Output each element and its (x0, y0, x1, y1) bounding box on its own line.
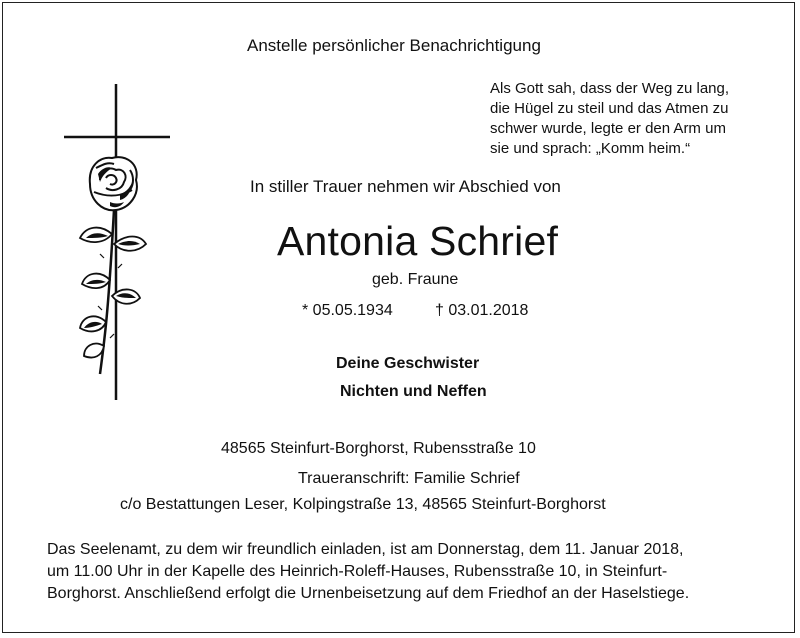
birth-name: geb. Fraune (372, 271, 459, 288)
home-address: 48565 Steinfurt-Borghorst, Rubensstraße 10 (221, 440, 536, 457)
death-date: † 03.01.2018 (435, 302, 529, 319)
funeral-info-line: um 11.00 Uhr in der Kapelle des Heinrich-Roleff-Hauses, Rubensstraße 10, in Steinfurt- (47, 563, 668, 580)
funeral-info-line: Borghorst. Anschließend erfolgt die Urnenbeisetzung auf dem Friedhof an der Haselstiege. (47, 585, 690, 602)
mourning-address-line: c/o Bestattungen Leser, Kolpingstraße 13, 48565 Steinfurt-Borghorst (120, 496, 606, 513)
family-line: Nichten und Neffen (340, 383, 487, 400)
notice-header: Anstelle persönlicher Benachrichtigung (247, 36, 541, 55)
quote-line: sie und sprach: „Komm heim.“ (490, 140, 691, 157)
quote-block (490, 79, 729, 159)
mourning-address-line: Traueranschrift: Familie Schrief (298, 470, 520, 487)
birth-date: * 05.05.1934 (302, 302, 393, 319)
funeral-info-line: Das Seelenamt, zu dem wir freundlich einladen, ist am Donnerstag, dem 11. Januar 2018, (47, 541, 684, 558)
deceased-name: Antonia Schrief (277, 218, 559, 264)
intro-text: In stiller Trauer nehmen wir Abschied von (250, 177, 561, 196)
quote-line: die Hügel zu steil und das Atmen zu (490, 100, 729, 117)
family-line: Deine Geschwister (336, 355, 480, 372)
cross-with-rose-icon (60, 84, 175, 400)
quote-line: schwer wurde, legte er den Arm um (490, 120, 726, 137)
quote-line: Als Gott sah, dass der Weg zu lang, (490, 80, 730, 97)
funeral-info (47, 539, 689, 605)
